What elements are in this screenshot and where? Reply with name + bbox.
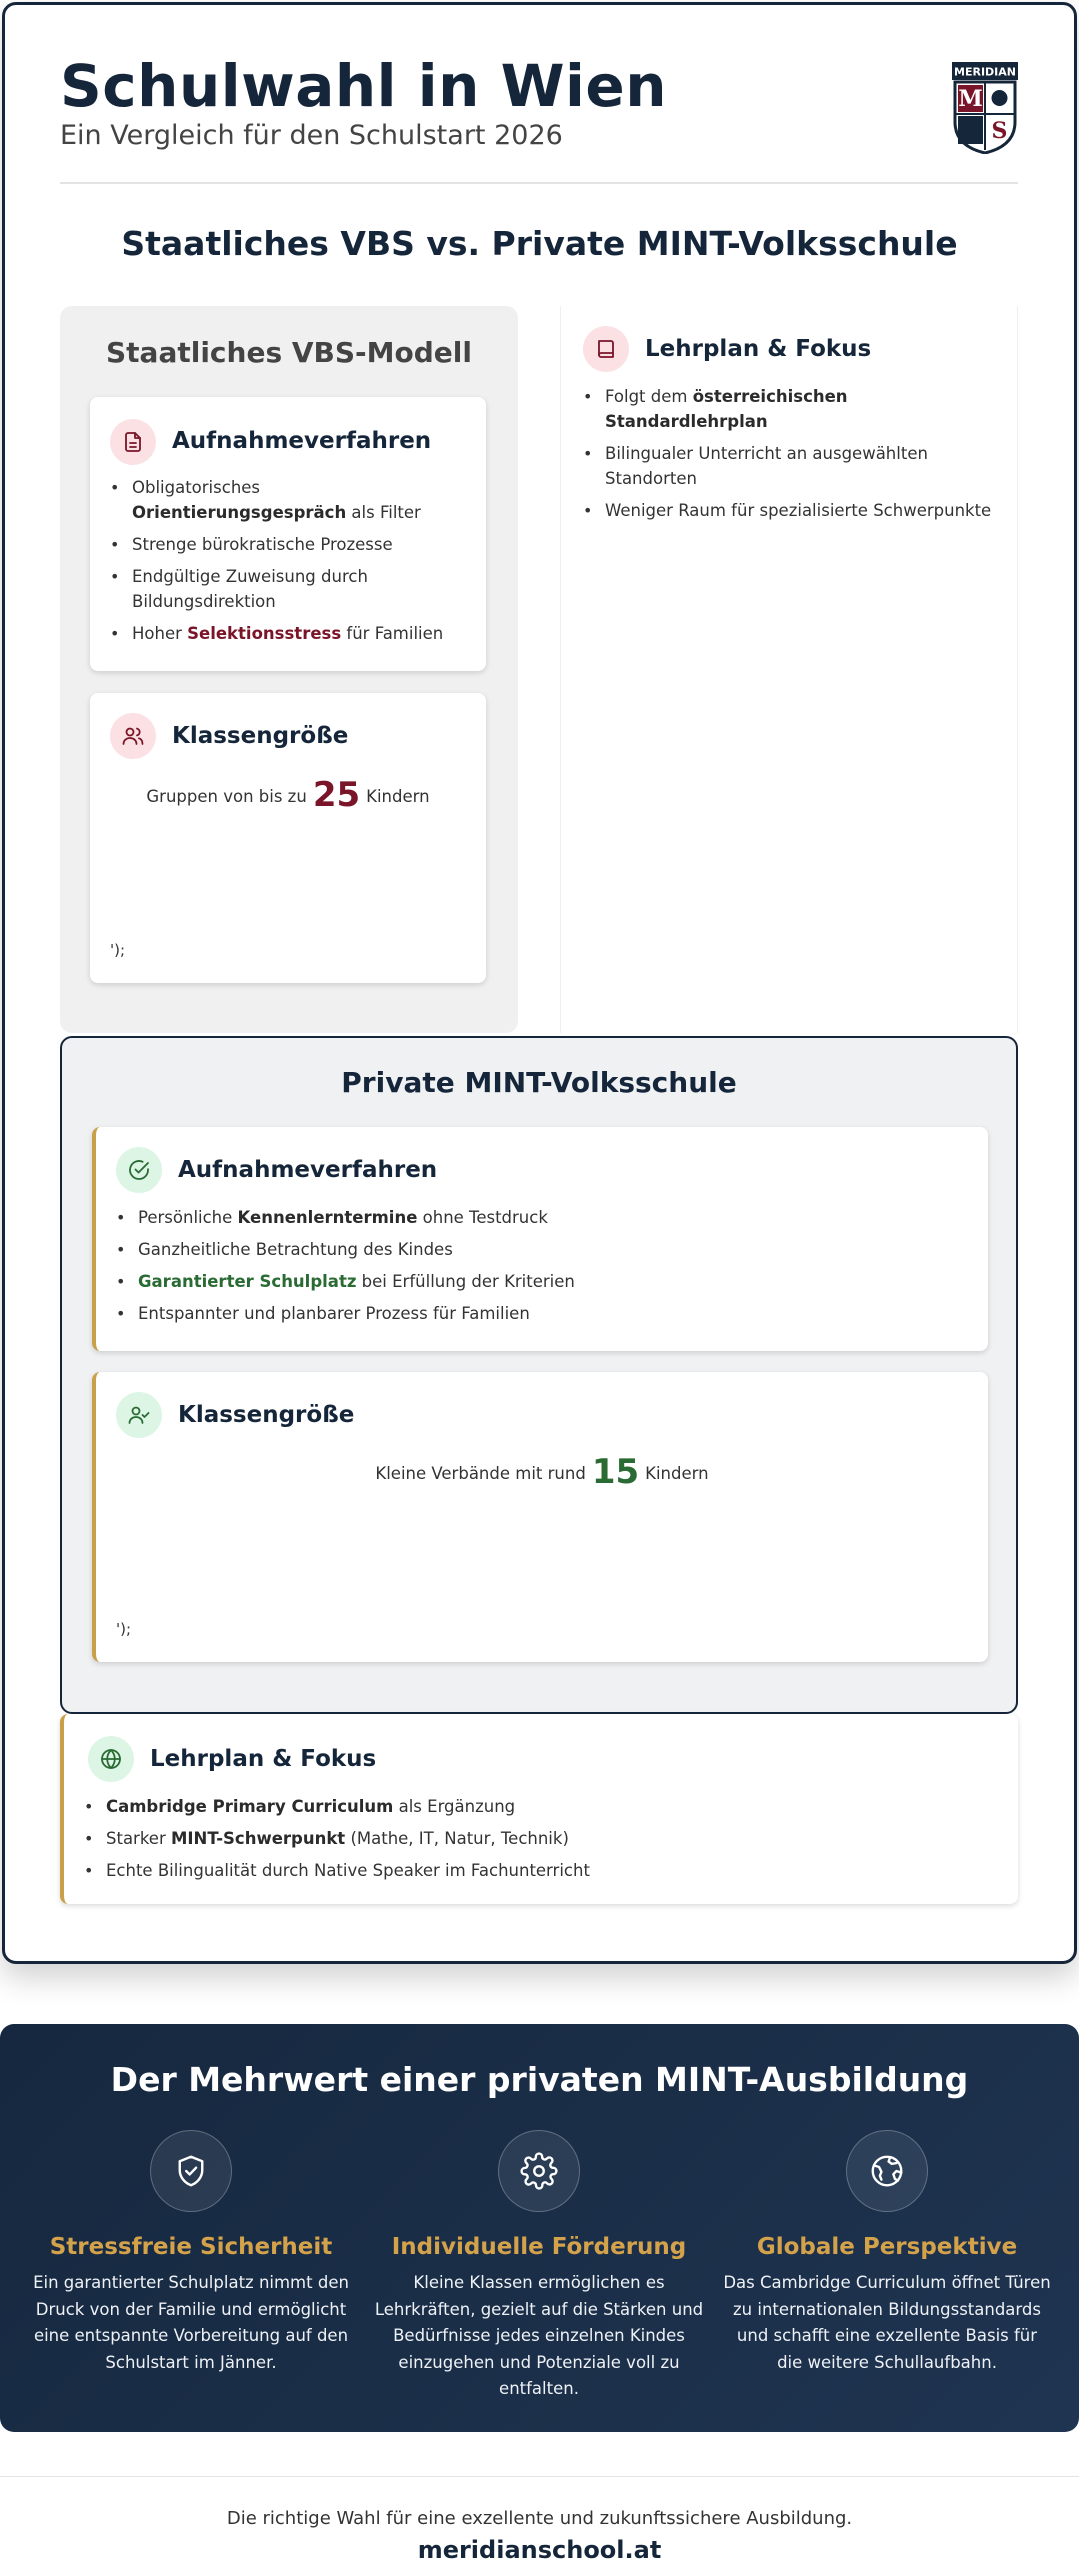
private-curriculum-card: [60, 1714, 1018, 1904]
list-item: • Folgt dem österreichischen Standardlehrplan: [583, 384, 1003, 434]
private-classsize-title: Klassengröße: [178, 1402, 355, 1428]
benefit-title: Stressfreie Sicherheit: [49, 2234, 333, 2260]
state-classsize-title: Klassengröße: [172, 723, 349, 749]
list-item: • Echte Bilingualität durch Native Speaker im Fachunterricht: [84, 1858, 1004, 1883]
list-item: • Entspannter und planbarer Prozess für Familien: [116, 1301, 976, 1326]
header-divider: [60, 182, 1018, 184]
shield-check-icon: [150, 2130, 232, 2212]
benefit-text: Ein garantierter Schulplatz nimmt den Druck von der Familie und ermöglicht eine entspannte Vorbereitung auf den Schulstart im Jänner.: [33, 2273, 349, 2372]
list-item: • Obligatorisches Orientierungsgespräch als Filter: [110, 475, 470, 525]
benefit-title: Globale Perspektive: [756, 2234, 1018, 2260]
stray-text: ');: [116, 1620, 132, 1638]
page-title: Schulwahl in Wien: [60, 52, 668, 120]
state-curriculum-list: [583, 384, 1003, 530]
private-curriculum-title: Lehrplan & Fokus: [150, 1746, 377, 1772]
svg-text:M: M: [958, 86, 983, 112]
gear-icon: [498, 2130, 580, 2212]
private-admission-list: [116, 1205, 976, 1333]
state-admission-card: [90, 397, 486, 671]
list-item: • Endgültige Zuweisung durch Bildungsdirektion: [110, 564, 470, 614]
list-item: • Starker MINT-Schwerpunkt (Mathe, IT, Natur, Technik): [84, 1826, 1004, 1851]
state-curriculum-column: [560, 306, 1018, 1033]
private-admission-title: Aufnahmeverfahren: [178, 1157, 438, 1183]
footer-tagline: Die richtige Wahl für eine exzellente und zukunftssichere Ausbildung.: [226, 2508, 853, 2529]
state-admission-list: [110, 475, 470, 653]
page-subtitle: Ein Vergleich für den Schulstart 2026: [60, 120, 563, 151]
state-heading: Staatliches VBS-Modell: [106, 336, 472, 369]
benefit-text: Kleine Klassen ermöglichen es Lehrkräften, gezielt auf die Stärken und Bedürfnisse jedes einzelnen Kindes einzugehen und Potenziale voll zu entfalten.: [374, 2273, 704, 2398]
private-classsize-card: [92, 1372, 988, 1662]
list-item: • Weniger Raum für spezialisierte Schwerpunkte: [583, 498, 1003, 523]
footer-url[interactable]: meridianschool.at: [417, 2536, 662, 2560]
private-classsize-number: 15: [591, 1452, 640, 1492]
meridian-logo: [952, 62, 1018, 154]
state-curriculum-title: Lehrplan & Fokus: [645, 336, 872, 362]
benefit-support: [374, 2130, 704, 2403]
users-icon: [110, 713, 156, 759]
value-banner: [0, 2024, 1079, 2432]
private-admission-card: [92, 1127, 988, 1351]
list-item: • Persönliche Kennenlerntermine ohne Testdruck: [116, 1205, 976, 1230]
globe-icon: [88, 1736, 134, 1782]
benefit-title: Individuelle Förderung: [391, 2234, 687, 2260]
private-classsize-stat: Kleine Verbände mit rund 15 Kindern: [375, 1452, 709, 1492]
state-panel: [60, 306, 518, 1033]
benefit-global: [722, 2130, 1052, 2376]
state-classsize-card: [90, 693, 486, 983]
footer-divider: [0, 2476, 1079, 2477]
svg-text:S: S: [991, 118, 1008, 144]
document-icon: [110, 419, 156, 465]
list-item: • Bilingualer Unterricht an ausgewählten Standorten: [583, 441, 1003, 491]
benefit-text: Das Cambridge Curriculum öffnet Türen zu internationalen Bildungsstandards und schafft eine exzellente Basis für die weitere Schullaufbahn.: [723, 2273, 1051, 2372]
state-classsize-stat: Gruppen von bis zu 25 Kindern: [146, 775, 430, 815]
list-item: • Ganzheitliche Betrachtung des Kindes: [116, 1237, 976, 1262]
list-item: • Garantierter Schulplatz bei Erfüllung der Kriterien: [116, 1269, 976, 1294]
state-admission-title: Aufnahmeverfahren: [172, 428, 432, 454]
private-curriculum-list: [84, 1794, 1004, 1890]
globe-icon: [846, 2130, 928, 2212]
list-item: • Strenge bürokratische Prozesse: [110, 532, 470, 557]
banner-title: Der Mehrwert einer privaten MINT-Ausbildung: [110, 2060, 969, 2099]
svg-text:MERIDIAN: MERIDIAN: [954, 65, 1016, 79]
user-check-icon: [116, 1392, 162, 1438]
list-item: • Hoher Selektionsstress für Familien: [110, 621, 470, 646]
list-item: • Cambridge Primary Curriculum als Ergänzung: [84, 1794, 1004, 1819]
comparison-title: Staatliches VBS vs. Private MINT-Volksschule: [121, 224, 958, 263]
private-heading: Private MINT-Volksschule: [341, 1066, 737, 1099]
benefit-security: [26, 2130, 356, 2376]
check-circle-icon: [116, 1147, 162, 1193]
private-panel: [60, 1036, 1018, 1714]
book-icon: [583, 326, 629, 372]
stray-text: ');: [110, 941, 126, 959]
state-classsize-number: 25: [312, 775, 361, 815]
